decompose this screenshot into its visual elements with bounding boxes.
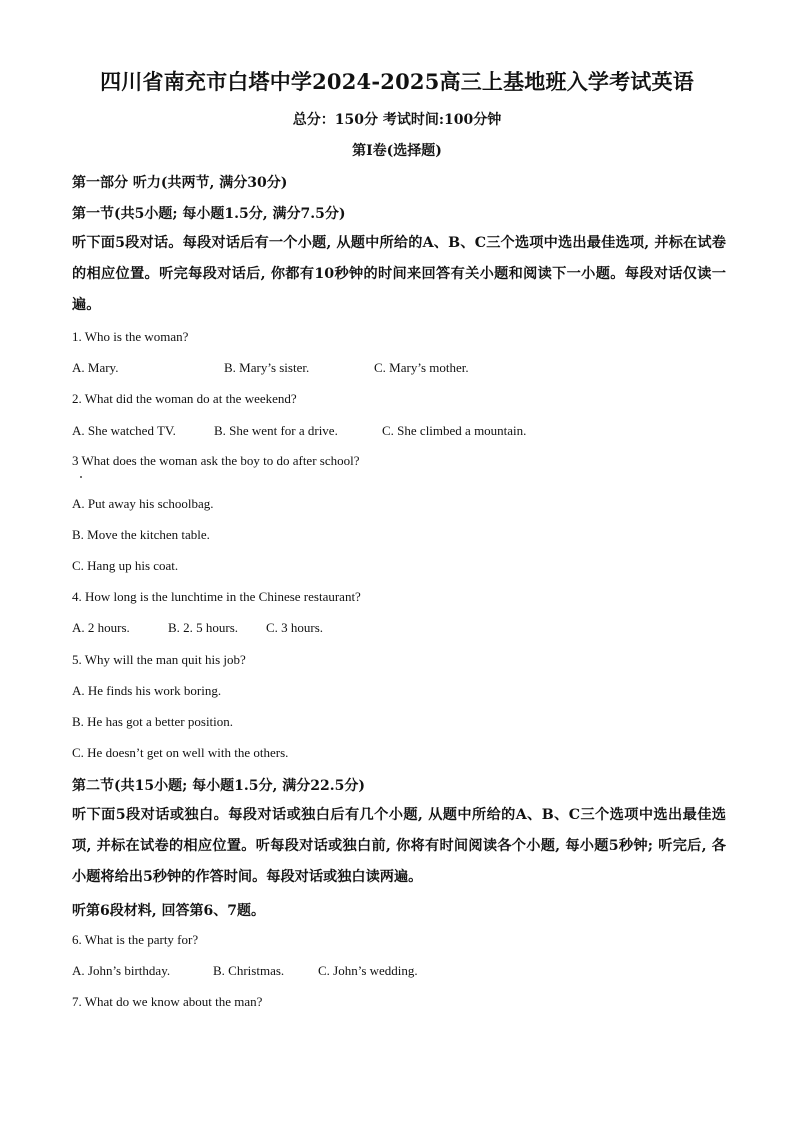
question-5-stem: 5. Why will the man quit his job? bbox=[72, 652, 246, 667]
paper-part-heading: 第I卷(选择题) bbox=[352, 143, 442, 159]
stray-mark bbox=[80, 476, 82, 478]
question-6-option-a: A. John’s birthday. bbox=[72, 963, 171, 978]
question-3-stem: 3 What does the woman ask the boy to do after school? bbox=[72, 453, 360, 468]
section2-heading: 第二节(共15小题; 每小题1.5分, 满分22.5分) bbox=[72, 778, 365, 794]
section2-instructions: 听下面5段对话或独白。每段对话或独白后有几个小题, 从题中所给的A、B、C三个选项中选出最佳选项, 并标在试卷的相应位置。听每段对话或独白前, 你将有时间阅读各个小题, 每小题5秒钟; 听完后, 各小题将给出5秒钟的作答时间。每段对话或独白读两遍。 bbox=[72, 807, 726, 885]
part1-heading: 第一部分 听力(共两节, 满分30分) bbox=[72, 175, 288, 191]
question-6-option-b: B. Christmas. bbox=[213, 963, 285, 978]
question-2-option-c: C. She climbed a mountain. bbox=[382, 423, 527, 438]
question-6-stem: 6. What is the party for? bbox=[72, 932, 199, 947]
section1-heading: 第一节(共5小题; 每小题1.5分, 满分7.5分) bbox=[72, 206, 346, 222]
question-5-option-c: C. He doesn’t get on well with the others. bbox=[72, 745, 289, 760]
question-3-option-b: B. Move the kitchen table. bbox=[72, 527, 210, 542]
question-2-stem: 2. What did the woman do at the weekend? bbox=[72, 391, 297, 406]
question-1-option-b: B. Mary’s sister. bbox=[224, 360, 310, 375]
question-2-option-b: B. She went for a drive. bbox=[214, 423, 338, 438]
question-1-stem: 1. Who is the woman? bbox=[72, 329, 189, 344]
question-3-option-c: C. Hang up his coat. bbox=[72, 558, 179, 573]
question-4-stem: 4. How long is the lunchtime in the Chinese restaurant? bbox=[72, 589, 361, 604]
question-6-option-c: C. John’s wedding. bbox=[318, 963, 418, 978]
question-5-option-b: B. He has got a better position. bbox=[72, 714, 234, 729]
question-4-option-a: A. 2 hours. bbox=[72, 620, 130, 635]
question-7-stem: 7. What do we know about the man? bbox=[72, 994, 263, 1009]
question-5-option-a: A. He finds his work boring. bbox=[72, 683, 222, 698]
material6-heading: 听第6段材料, 回答第6、7题。 bbox=[72, 903, 265, 919]
question-1-option-a: A. Mary. bbox=[72, 360, 119, 375]
question-4-option-c: C. 3 hours. bbox=[266, 620, 324, 635]
question-1-option-c: C. Mary’s mother. bbox=[374, 360, 469, 375]
question-3-option-a: A. Put away his schoolbag. bbox=[72, 496, 214, 511]
question-4-option-b: B. 2. 5 hours. bbox=[168, 620, 239, 635]
question-2-option-a: A. She watched TV. bbox=[72, 423, 176, 438]
exam-score-time: 总分：150分 考试时间:100分钟 bbox=[292, 112, 502, 128]
exam-title: 四川省南充市白塔中学2024-2025高三上基地班入学考试英语 bbox=[100, 69, 694, 94]
section1-instructions: 听下面5段对话。每段对话后有一个小题, 从题中所给的A、B、C三个选项中选出最佳选项, 并标在试卷的相应位置。听完每段对话后, 你都有10秒钟的时间来回答有关小题和阅读下一小题。每段对话仅读一遍。 bbox=[72, 235, 726, 313]
